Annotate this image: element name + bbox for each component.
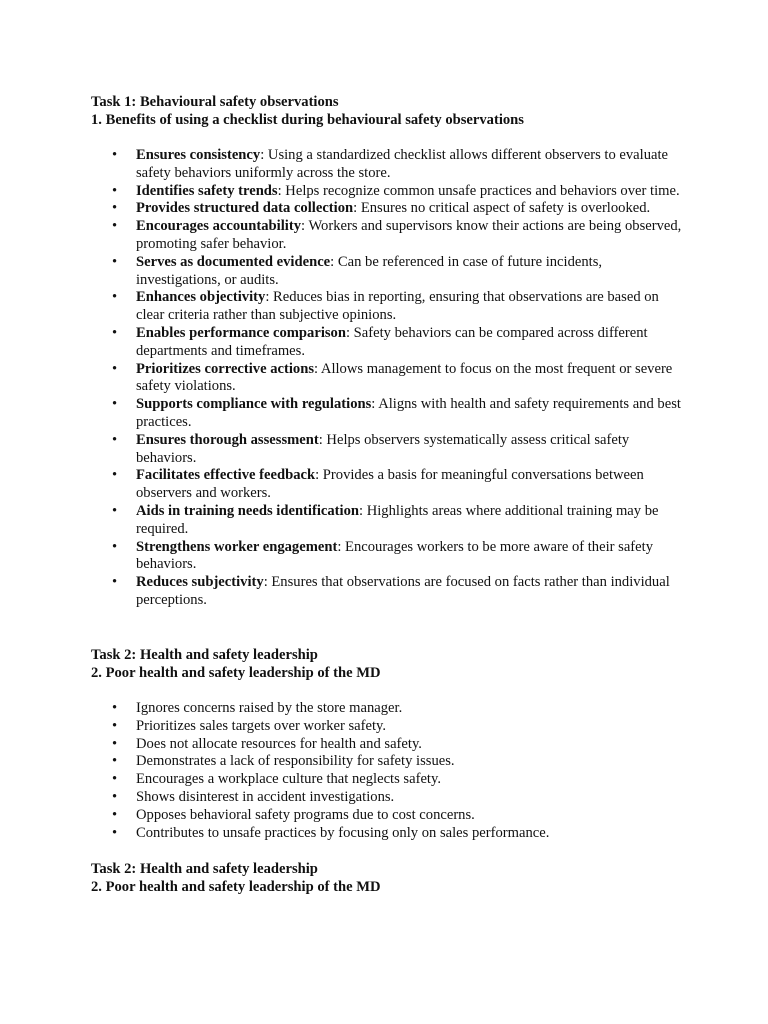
list-item-term: Supports compliance with regulations	[136, 396, 372, 413]
task1-subtitle: 1. Benefits of using a checklist during behavioural safety observations	[91, 111, 524, 128]
list-item-text: : Workers and supervisors know their actions are being observed, promoting safer behavior.	[136, 218, 682, 252]
list-item-text: : Encourages workers to be more aware of their safety behaviors.	[136, 538, 653, 573]
bullet-icon: •	[112, 324, 118, 341]
bullet-icon: •	[112, 467, 118, 484]
bullet-icon: •	[112, 431, 118, 448]
list-item-text: : Aligns with health and safety requirements and best practices.	[136, 396, 681, 430]
task1-title: Task 1: Behavioural safety observations	[91, 94, 339, 110]
bullet-icon: •	[112, 700, 118, 716]
bullet-icon: •	[112, 717, 118, 734]
list-item-text: : Can be referenced in case of future incidents, investigations, or audits.	[136, 253, 603, 288]
bullet-icon: •	[112, 182, 118, 199]
list-item	[91, 183, 684, 201]
list-item	[91, 503, 684, 539]
list-item	[91, 218, 684, 254]
list-item	[91, 700, 684, 718]
list-item	[91, 396, 684, 432]
task1-bullet-list	[91, 147, 691, 610]
list-item	[91, 718, 684, 736]
bullet-icon: •	[112, 753, 118, 770]
bullet-icon: •	[112, 735, 118, 752]
list-item-text: Shows disinterest in accident investigations.	[136, 788, 395, 805]
list-item-text: : Helps observers systematically assess critical safety behaviors.	[136, 431, 630, 466]
bullet-icon: •	[112, 147, 118, 163]
task1-section	[91, 94, 691, 130]
task2-title: Task 2: Health and safety leadership	[91, 647, 318, 663]
list-item-text: Opposes behavioral safety programs due to cost concerns.	[136, 806, 475, 823]
list-item	[91, 325, 684, 361]
task2-section	[91, 647, 691, 683]
list-item	[91, 825, 684, 843]
task2-repeat-title: Task 2: Health and safety leadership	[91, 861, 318, 877]
task2-list-section	[91, 700, 691, 842]
list-item-text: : Allows management to focus on the most frequent or severe safety violations.	[136, 360, 673, 395]
list-item-text: : Ensures no critical aspect of safety is overlooked.	[353, 200, 651, 217]
bullet-icon: •	[112, 360, 118, 377]
bullet-icon: •	[112, 806, 118, 823]
list-item	[91, 574, 684, 610]
list-item	[91, 539, 684, 575]
bullet-icon: •	[112, 396, 118, 413]
bullet-icon: •	[112, 502, 118, 519]
bullet-icon: •	[112, 771, 118, 788]
task2-bullet-list	[91, 700, 691, 842]
list-item	[91, 361, 684, 397]
list-item-term: Ensures thorough assessment	[136, 431, 319, 448]
bullet-icon: •	[112, 538, 118, 555]
list-item-term: Facilitates effective feedback	[136, 467, 316, 484]
list-item	[91, 807, 684, 825]
list-item-term: Prioritizes corrective actions	[136, 360, 315, 377]
task2-subtitle: 2. Poor health and safety leadership of the MD	[91, 664, 381, 681]
list-item-term: Aids in training needs identification	[136, 502, 359, 519]
bullet-icon: •	[112, 289, 118, 306]
task1-list-section	[91, 147, 691, 610]
list-item	[91, 467, 684, 503]
list-item-text: Contributes to unsafe practices by focusing only on sales performance.	[136, 824, 550, 841]
list-item	[91, 736, 684, 754]
bullet-icon: •	[112, 218, 118, 235]
list-item-text: : Provides a basis for meaningful conversations between observers and workers.	[136, 467, 644, 502]
list-item	[91, 147, 684, 183]
list-item-term: Provides structured data collection	[136, 200, 354, 217]
list-item-text: Ignores concerns raised by the store manager.	[136, 700, 403, 716]
list-item-term: Identifies safety trends	[136, 182, 278, 199]
bullet-icon: •	[112, 253, 118, 270]
list-item-text: Demonstrates a lack of responsibility for safety issues.	[136, 753, 455, 770]
bullet-icon: •	[112, 200, 118, 217]
list-item-text: : Ensures that observations are focused on facts rather than individual perceptions.	[136, 574, 670, 608]
task2-repeat-section	[91, 861, 691, 897]
list-item-text: Encourages a workplace culture that neglects safety.	[136, 771, 441, 788]
list-item-term: Enables performance comparison	[136, 324, 346, 341]
bullet-icon: •	[112, 574, 118, 591]
list-item-text: : Helps recognize common unsafe practices and behaviors over time.	[277, 182, 680, 199]
list-item	[91, 254, 684, 290]
list-item-term: Serves as documented evidence	[136, 253, 331, 270]
list-item-text: : Reduces bias in reporting, ensuring that observations are based on clear criteria rather than subjective opinions.	[136, 289, 659, 324]
task2-repeat-subtitle: 2. Poor health and safety leadership of the MD	[91, 878, 381, 895]
list-item	[91, 771, 684, 789]
list-item-term: Ensures consistency	[136, 147, 261, 163]
list-item-term: Strengthens worker engagement	[136, 538, 338, 555]
list-item-text: Prioritizes sales targets over worker safety.	[136, 717, 387, 734]
list-item	[91, 432, 684, 468]
list-item-text: Does not allocate resources for health and safety.	[136, 735, 422, 752]
list-item	[91, 289, 684, 325]
list-item-term: Enhances objectivity	[136, 289, 266, 306]
list-item-text: : Safety behaviors can be compared across different departments and timeframes.	[136, 324, 648, 359]
list-item	[91, 789, 684, 807]
list-item	[91, 200, 684, 218]
list-item-text: : Using a standardized checklist allows different observers to evaluate safety behaviors uniformly across the store.	[136, 147, 669, 181]
bullet-icon: •	[112, 824, 118, 841]
list-item	[91, 753, 684, 771]
list-item-term: Encourages accountability	[136, 218, 301, 235]
list-item-term: Reduces subjectivity	[136, 574, 264, 591]
bullet-icon: •	[112, 788, 118, 805]
list-item-text: : Highlights areas where additional training may be required.	[136, 502, 659, 537]
